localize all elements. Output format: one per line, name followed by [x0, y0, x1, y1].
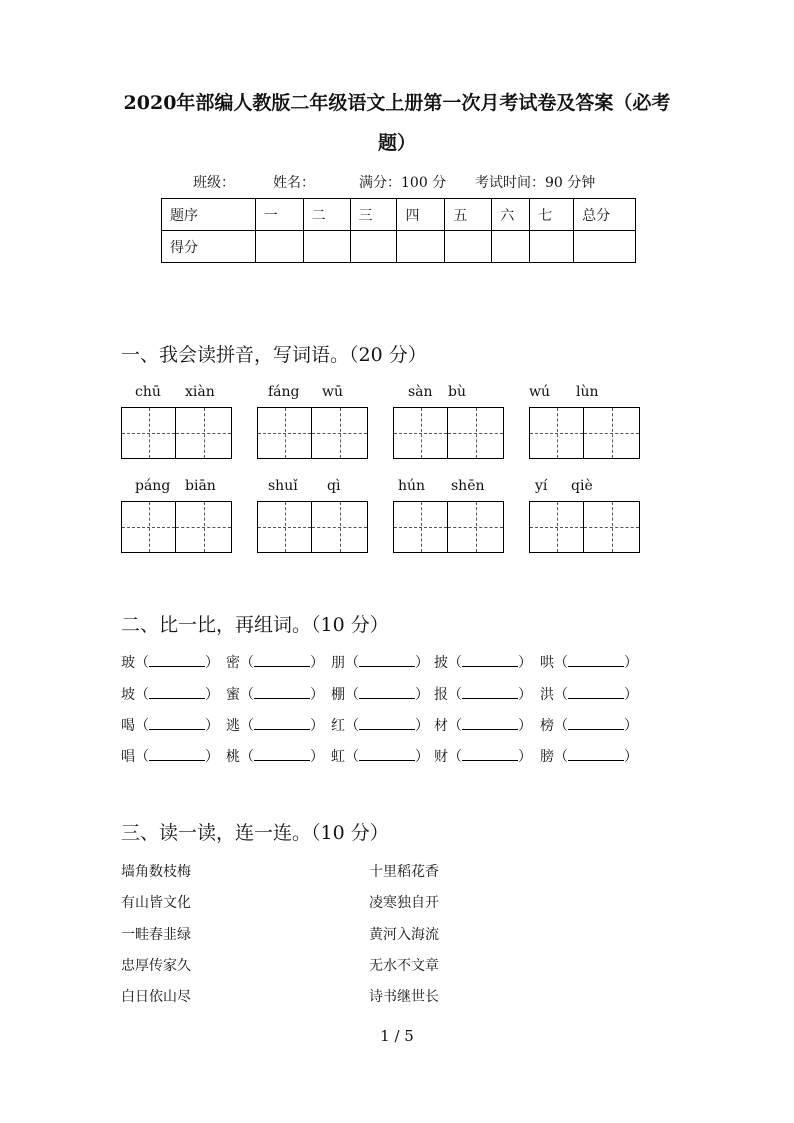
match-right-item[interactable]: 十里稻花香	[369, 864, 439, 880]
open-paren: （	[554, 718, 568, 734]
exam-time: 考试时间：90 分钟	[475, 175, 596, 191]
tianzige-pair	[121, 501, 233, 553]
tianzige-box[interactable]	[448, 501, 504, 553]
tianzige-box[interactable]	[393, 407, 448, 459]
answer-blank[interactable]	[254, 652, 310, 667]
close-paren: ）	[310, 749, 324, 765]
pinyin-syllable-2: lùn	[576, 384, 599, 400]
compare-character: 洪	[540, 687, 554, 703]
open-paren: （	[345, 749, 359, 765]
close-paren: ）	[415, 749, 429, 765]
score-cell[interactable]	[350, 231, 397, 263]
close-paren: ）	[310, 718, 324, 734]
open-paren: （	[448, 749, 462, 765]
compare-character: 哄	[540, 655, 554, 671]
close-paren: ）	[518, 687, 532, 703]
match-left-item[interactable]: 一畦春韭绿	[121, 927, 191, 943]
open-paren: （	[448, 687, 462, 703]
tianzige-box[interactable]	[257, 407, 312, 459]
answer-blank[interactable]	[149, 715, 205, 730]
close-paren: ）	[624, 655, 638, 671]
close-paren: ）	[624, 718, 638, 734]
pinyin-syllable-2: shēn	[451, 478, 485, 494]
compare-item	[540, 715, 638, 735]
compare-item	[226, 715, 324, 735]
tianzige-box[interactable]	[393, 501, 448, 553]
compare-item	[226, 746, 324, 766]
compare-character: 膀	[540, 749, 554, 765]
close-paren: ）	[205, 655, 219, 671]
pinyin-syllable-2: bù	[448, 384, 466, 400]
tianzige-box[interactable]	[121, 407, 176, 459]
tianzige-box[interactable]	[176, 407, 232, 459]
compare-item	[434, 715, 532, 735]
answer-blank[interactable]	[462, 746, 518, 761]
score-cell[interactable]	[397, 231, 445, 263]
tianzige-pair	[393, 501, 505, 553]
open-paren: （	[135, 749, 149, 765]
tianzige-box[interactable]	[529, 501, 584, 553]
score-header-cell: 四	[397, 199, 445, 231]
answer-blank[interactable]	[254, 684, 310, 699]
answer-blank[interactable]	[462, 684, 518, 699]
compare-item	[540, 652, 638, 672]
pinyin-syllable-2: qiè	[571, 478, 593, 494]
pinyin-syllable-2: wū	[322, 384, 343, 400]
pinyin-syllable-2: biān	[185, 478, 216, 494]
score-table	[161, 198, 636, 263]
compare-character: 逃	[226, 718, 240, 734]
match-left-item[interactable]: 忠厚传家久	[121, 958, 191, 974]
compare-character: 报	[434, 687, 448, 703]
pinyin-syllable-1: hún	[398, 478, 426, 494]
score-cell[interactable]	[445, 231, 492, 263]
compare-character: 坡	[121, 687, 135, 703]
tianzige-box[interactable]	[584, 501, 640, 553]
pinyin-syllable-1: shuǐ	[268, 478, 298, 494]
score-cell[interactable]	[492, 231, 530, 263]
compare-character: 虹	[331, 749, 345, 765]
score-row-label: 得分	[162, 231, 256, 263]
score-header-cell: 二	[303, 199, 350, 231]
tianzige-box[interactable]	[529, 407, 584, 459]
answer-blank[interactable]	[149, 746, 205, 761]
tianzige-box[interactable]	[584, 407, 640, 459]
pinyin-syllable-1: fáng	[268, 384, 300, 400]
open-paren: （	[240, 687, 254, 703]
score-header-cell: 五	[445, 199, 492, 231]
tianzige-box[interactable]	[121, 501, 176, 553]
compare-item	[540, 684, 638, 704]
compare-item	[121, 684, 219, 704]
compare-item	[434, 746, 532, 766]
tianzige-pair	[393, 407, 505, 459]
tianzige-box[interactable]	[257, 501, 312, 553]
tianzige-pair	[257, 501, 369, 553]
page-number: 1 / 5	[380, 1027, 414, 1045]
open-paren: （	[240, 718, 254, 734]
score-cell[interactable]	[303, 231, 350, 263]
compare-item	[121, 715, 219, 735]
pinyin-syllable-1: sàn	[408, 384, 433, 400]
pinyin-syllable-2: xiàn	[185, 384, 215, 400]
score-cell[interactable]	[255, 231, 303, 263]
section-3-title: 三、读一读，连一连。（10 分）	[121, 822, 389, 844]
pinyin-syllable-1: chū	[135, 384, 161, 400]
tianzige-pair	[529, 407, 641, 459]
compare-item	[121, 746, 219, 766]
compare-character: 棚	[331, 687, 345, 703]
open-paren: （	[448, 718, 462, 734]
answer-blank[interactable]	[568, 684, 624, 699]
compare-item	[331, 684, 429, 704]
answer-blank[interactable]	[149, 684, 205, 699]
close-paren: ）	[205, 687, 219, 703]
open-paren: （	[240, 749, 254, 765]
compare-character: 榜	[540, 718, 554, 734]
pinyin-syllable-1: páng	[135, 478, 171, 494]
match-right-item[interactable]: 无水不文章	[369, 958, 439, 974]
compare-character: 朋	[331, 655, 345, 671]
compare-character: 桃	[226, 749, 240, 765]
pinyin-syllable-1: yí	[535, 478, 548, 494]
open-paren: （	[135, 687, 149, 703]
match-left-item[interactable]: 墙角数枝梅	[121, 864, 191, 880]
compare-item	[331, 652, 429, 672]
open-paren: （	[135, 718, 149, 734]
open-paren: （	[240, 655, 254, 671]
compare-item	[121, 652, 219, 672]
open-paren: （	[135, 655, 149, 671]
compare-character: 玻	[121, 655, 135, 671]
compare-item	[226, 684, 324, 704]
compare-item	[226, 652, 324, 672]
pinyin-syllable-1: wú	[529, 384, 550, 400]
section-1-title: 一、我会读拼音，写词语。（20 分）	[121, 344, 427, 366]
section-2-title: 二、比一比，再组词。（10 分）	[121, 614, 389, 636]
match-right-item[interactable]: 凌寒独自开	[369, 895, 439, 911]
match-left-item[interactable]: 白日依山尽	[121, 989, 191, 1005]
open-paren: （	[448, 655, 462, 671]
compare-character: 材	[434, 718, 448, 734]
pinyin-syllable-2: qì	[327, 478, 341, 494]
close-paren: ）	[518, 655, 532, 671]
tianzige-box[interactable]	[312, 501, 368, 553]
compare-character: 披	[434, 655, 448, 671]
compare-item	[434, 684, 532, 704]
full-score: 满分：100 分	[359, 175, 447, 191]
match-right-item[interactable]: 诗书继世长	[369, 989, 439, 1005]
answer-blank[interactable]	[359, 715, 415, 730]
answer-blank[interactable]	[254, 746, 310, 761]
close-paren: ）	[624, 687, 638, 703]
close-paren: ）	[205, 749, 219, 765]
open-paren: （	[345, 718, 359, 734]
close-paren: ）	[415, 718, 429, 734]
match-right-item[interactable]: 黄河入海流	[369, 927, 439, 943]
tianzige-pair	[257, 407, 369, 459]
score-header-cell: 三	[350, 199, 397, 231]
close-paren: ）	[624, 749, 638, 765]
exam-title-line-2: 题）	[377, 132, 416, 154]
close-paren: ）	[518, 718, 532, 734]
score-cell[interactable]	[574, 231, 636, 263]
score-table-header-row	[162, 199, 636, 231]
close-paren: ）	[205, 718, 219, 734]
answer-blank[interactable]	[462, 652, 518, 667]
score-table-score-row	[162, 231, 636, 263]
score-header-cell: 七	[530, 199, 574, 231]
score-cell[interactable]	[530, 231, 574, 263]
compare-character: 唱	[121, 749, 135, 765]
answer-blank[interactable]	[254, 715, 310, 730]
compare-character: 蜜	[226, 687, 240, 703]
compare-item	[331, 746, 429, 766]
compare-character: 喝	[121, 718, 135, 734]
answer-blank[interactable]	[149, 652, 205, 667]
answer-blank[interactable]	[359, 652, 415, 667]
tianzige-pair	[121, 407, 233, 459]
compare-item	[540, 746, 638, 766]
compare-item	[434, 652, 532, 672]
score-header-cell: 六	[492, 199, 530, 231]
close-paren: ）	[415, 655, 429, 671]
score-header-cell: 题序	[162, 199, 256, 231]
close-paren: ）	[310, 687, 324, 703]
close-paren: ）	[518, 749, 532, 765]
open-paren: （	[554, 655, 568, 671]
score-header-cell: 一	[255, 199, 303, 231]
exam-info	[193, 172, 595, 192]
tianzige-box[interactable]	[448, 407, 504, 459]
open-paren: （	[345, 655, 359, 671]
match-left-item[interactable]: 有山皆文化	[121, 895, 191, 911]
compare-character: 财	[434, 749, 448, 765]
answer-blank[interactable]	[568, 746, 624, 761]
answer-blank[interactable]	[359, 746, 415, 761]
open-paren: （	[554, 687, 568, 703]
open-paren: （	[554, 749, 568, 765]
compare-item	[331, 715, 429, 735]
compare-character: 红	[331, 718, 345, 734]
exam-title-line-1: 2020年部编人教版二年级语文上册第一次月考试卷及答案（必考	[123, 92, 671, 114]
open-paren: （	[345, 687, 359, 703]
tianzige-pair	[529, 501, 641, 553]
tianzige-box[interactable]	[312, 407, 368, 459]
name-label: 姓名：	[273, 175, 315, 191]
compare-character: 密	[226, 655, 240, 671]
tianzige-box[interactable]	[176, 501, 232, 553]
answer-blank[interactable]	[359, 684, 415, 699]
class-label: 班级：	[193, 175, 235, 191]
score-header-cell: 总分	[574, 199, 636, 231]
close-paren: ）	[310, 655, 324, 671]
answer-blank[interactable]	[462, 715, 518, 730]
answer-blank[interactable]	[568, 652, 624, 667]
answer-blank[interactable]	[568, 715, 624, 730]
close-paren: ）	[415, 687, 429, 703]
